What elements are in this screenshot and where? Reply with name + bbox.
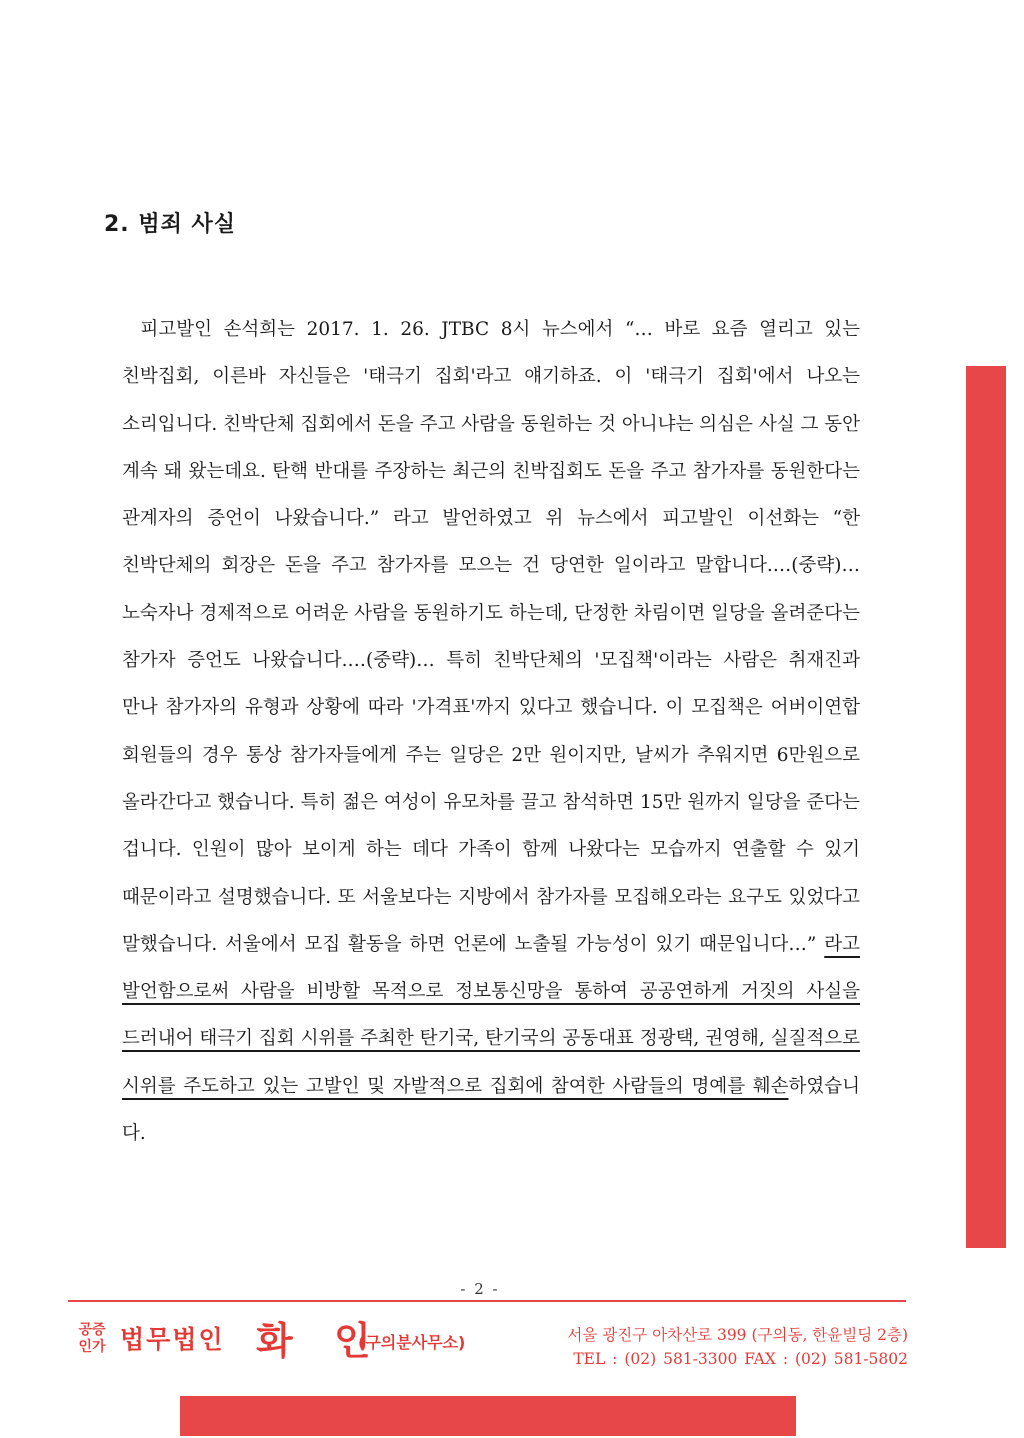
branch-office: (구의분사무소) — [358, 1333, 466, 1352]
notary-certified-mark — [72, 1322, 112, 1356]
underlined-text: 라고 발언함으로써 사람을 비방할 목적으로 정보통신망을 통하여 공공연하게 거짓의 사실을 드러내어 태극기 집회 시위를 주최한 탄기국, 탄기국의 공동대표 정광택, 권영해, 실질적으로 시위를 주도하고 있는 고발인 및 자발적으로 집회에 참여한 사람들의 명예를 훼손 — [122, 933, 860, 1097]
paragraph-text: 피고발인 손석희는 2017. 1. 26. JTBC 8시 뉴스에서 “… 바로 요즘 열리고 있는 친박집회, 이른바 자신들은 '태극기 집회'라고 얘기하죠. 이 '태극기 집회'에서 나오는 소리입니다. 친박단체 집회에서 돈을 주고 사람을 동원하는 것 아니냐는 의심은 사실 그 동안 계속 돼 왔는데요. 탄핵 반대를 주장하는 최근의 친박집회도 돈을 주고 참가자를 동원한다는 관계자의 증언이 나왔습니다.” 라고 발언하였고 위 뉴스에서 피고발인 이선화는 “한 친박단체의 회장은 돈을 주고 참가자를 모으는 건 당연한 일이라고 말합니다.…(중략)…노숙자나 경제적으로 어려운 사람을 동원하기도 하는데, 단정한 차림이면 일당을 올려준다는 참가자 증언도 나왔습니다.…(중략)… 특히 친박단체의 '모집책'이라는 사람은 취재진과 만나 참가자의 유형과 상황에 따라 '가격표'까지 있다고 했습니다. 이 모집책은 어버이연합 회원들의 경우 통상 참가자들에게 주는 일당은 2만 원이지만, 날씨가 추워지면 6만원으로 올라간다고 했습니다. 특히 젊은 여성이 유모차를 끌고 참석하면 15만 원까지 일당을 준다는 겁니다. 인원이 많아 보이게 하는 데다 가족이 함께 나왔다는 모습까지 연출할 수 있기 때문이라고 설명했습니다. 또 서울보다는 지방에서 참가자를 모집해오라는 요구도 있었다고 말했습니다. 서울에서 모집 활동을 하면 언론에 노출될 가능성이 있기 때문입니다…” — [122, 319, 860, 955]
page-number: - 2 - — [460, 1280, 500, 1298]
firm-brand: 화 인 — [256, 1319, 385, 1363]
cert-line-1: 공증 — [78, 1322, 106, 1338]
firm-name: 법무법인 — [120, 1325, 225, 1354]
section-heading: 2. 범죄 사실 — [104, 212, 236, 237]
firm-contact: TEL : (02) 581-3300 FAX : (02) 581-5802 — [573, 1350, 908, 1368]
cert-line-2: 인가 — [78, 1339, 106, 1355]
bottom-decoration-bar — [180, 1396, 796, 1436]
body-paragraph — [122, 306, 860, 1157]
paragraph-last-line: 다. — [122, 1123, 146, 1145]
paragraph-end-text: 하였습니 — [788, 1075, 860, 1097]
side-decoration-bar — [966, 366, 1006, 1248]
firm-address: 서울 광진구 아차산로 399 (구의동, 한윤빌딩 2층) — [567, 1326, 908, 1344]
letterhead-footer — [68, 1316, 908, 1372]
footer-divider — [68, 1300, 906, 1302]
